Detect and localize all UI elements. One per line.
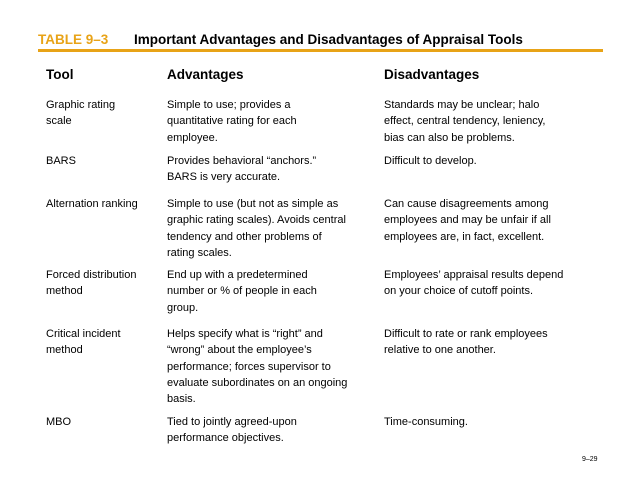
cell-line: performance; forces supervisor to <box>167 360 331 373</box>
cell-line: Time-consuming. <box>384 416 468 428</box>
tool-cell <box>46 326 162 359</box>
cell-line: method <box>46 285 83 298</box>
cell-line: BARS <box>46 155 76 167</box>
cell-line: Simple to use (but not as simple as <box>167 198 339 210</box>
cell-line: scale <box>46 115 72 128</box>
disadvantages-cell <box>384 267 609 300</box>
disadvantages-cell <box>384 97 609 146</box>
cell-line: bias can also be problems. <box>384 131 515 144</box>
cell-line: relative to one another. <box>384 344 496 357</box>
advantages-cell <box>167 414 379 447</box>
cell-line: group. <box>167 301 199 314</box>
cell-line: graphic rating scales). Avoids central <box>167 214 346 227</box>
cell-line: End up with a predetermined <box>167 269 308 281</box>
column-header-tool: Tool <box>46 67 74 82</box>
cell-line: method <box>46 344 83 357</box>
cell-line: Difficult to develop. <box>384 155 477 167</box>
advantages-cell <box>167 267 379 316</box>
table-title: Important Advantages and Disadvantages of Appraisal Tools <box>134 32 523 47</box>
cell-line: Forced distribution <box>46 269 137 281</box>
cell-line: Standards may be unclear; halo <box>384 99 540 111</box>
cell-line: tendency and other problems of <box>167 230 322 243</box>
disadvantages-cell <box>384 196 609 245</box>
cell-line: MBO <box>46 416 72 428</box>
advantages-cell <box>167 97 379 146</box>
cell-line: Can cause disagreements among <box>384 198 549 210</box>
tool-cell <box>46 196 162 212</box>
column-header-disadvantages: Disadvantages <box>384 67 480 82</box>
cell-line: Difficult to rate or rank employees <box>384 328 548 340</box>
cell-line: employees and may be unfair if all <box>384 214 551 227</box>
cell-line: Employees’ appraisal results depend <box>384 269 564 281</box>
cell-line: effect, central tendency, leniency, <box>384 115 546 128</box>
cell-line: number or % of people in each <box>167 285 317 298</box>
cell-line: performance objectives. <box>167 432 284 445</box>
cell-line: rating scales. <box>167 246 232 259</box>
disadvantages-cell <box>384 153 609 169</box>
column-header-advantages: Advantages <box>167 67 244 82</box>
page-number: 9–29 <box>582 456 598 463</box>
tool-cell <box>46 267 162 300</box>
cell-line: employee. <box>167 131 218 144</box>
cell-line: Provides behavioral “anchors.” <box>167 155 317 167</box>
advantages-cell <box>167 196 379 261</box>
cell-line: BARS is very accurate. <box>167 171 281 184</box>
tool-cell <box>46 153 162 169</box>
cell-line: quantitative rating for each <box>167 115 297 128</box>
cell-line: evaluate subordinates on an ongoing <box>167 376 348 389</box>
advantages-cell <box>167 326 379 407</box>
cell-line: Tied to jointly agreed-upon <box>167 416 297 428</box>
cell-line: employees are, in fact, excellent. <box>384 230 545 243</box>
cell-line: Graphic rating <box>46 99 116 111</box>
advantages-cell <box>167 153 379 186</box>
disadvantages-cell <box>384 414 609 430</box>
disadvantages-cell <box>384 326 609 359</box>
cell-line: on your choice of cutoff points. <box>384 285 533 298</box>
tool-cell <box>46 414 162 430</box>
cell-line: Alternation ranking <box>46 198 138 210</box>
cell-line: Simple to use; provides a <box>167 99 291 111</box>
header-rule <box>38 49 603 52</box>
cell-line: Helps specify what is “right” and <box>167 328 323 340</box>
table-number: TABLE 9–3 <box>38 32 109 47</box>
cell-line: basis. <box>167 393 196 406</box>
table-header <box>38 30 603 52</box>
cell-line: Critical incident <box>46 328 121 340</box>
cell-line: “wrong” about the employee’s <box>167 344 312 357</box>
tool-cell <box>46 97 162 130</box>
